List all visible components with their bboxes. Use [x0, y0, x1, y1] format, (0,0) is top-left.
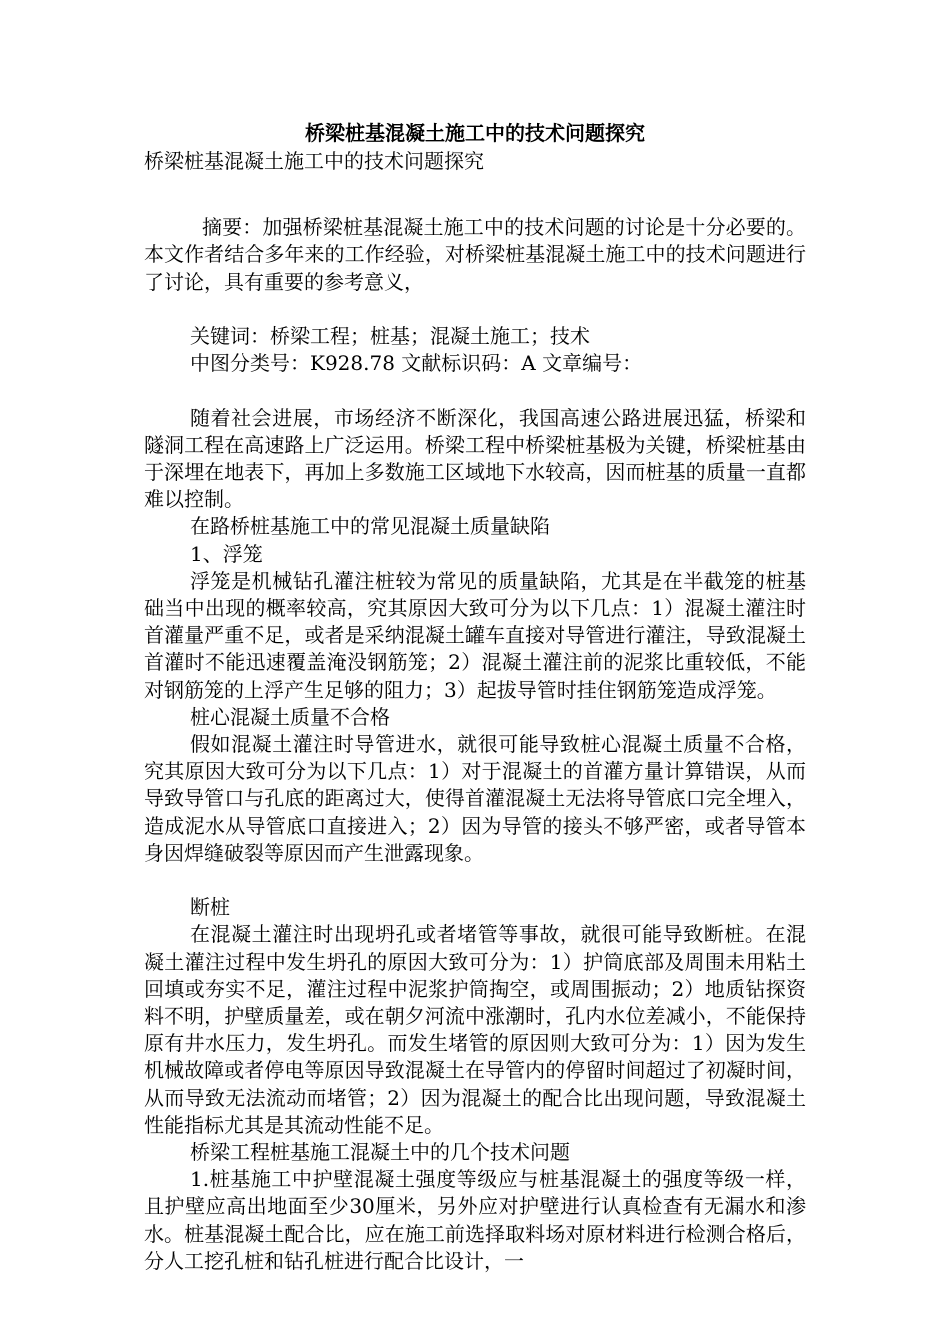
- section-heading-technical-issues: 桥梁工程桩基施工混凝土中的几个技术问题: [190, 1140, 570, 1165]
- spacer: [144, 175, 806, 214]
- keywords-line: 关键词：桥梁工程；桩基；混凝土施工；技术: [190, 324, 590, 348]
- spacer: [144, 377, 806, 404]
- abstract-paragraph: 摘要：加强桥梁桩基混凝土施工中的技术问题的讨论是十分必要的。本文作者结合多年来的工作经验，对桥梁桩基混凝土施工中的技术问题进行了讨论，具有重要的参考意义，: [144, 215, 806, 294]
- subsection-heading-core-quality: 桩心混凝土质量不合格: [190, 704, 390, 729]
- technical-item-1-paragraph: 1.桩基施工中护壁混凝土强度等级应与桩基混凝土的强度等级一样，且护壁应高出地面至少30厘米，另外应对护壁进行认真检查有无漏水和渗水。桩基混凝土配合比，应在施工前选择取料场对原材料进行检测合格后，分人工挖孔桩和钻孔桩进行配合比设计，一: [144, 1167, 806, 1273]
- document-page: [144, 118, 806, 1275]
- document-subtitle: 桥梁桩基混凝土施工中的技术问题探究: [144, 149, 484, 173]
- core-quality-paragraph: 假如混凝土灌注时导管进水，就很可能导致桩心混凝土质量不合格，究其原因大致可分为以下几点：1）对于混凝土的首灌方量计算错误，从而导致导管口与孔底的距离过大，使得首灌混凝土无法将导管底口完全埋入，造成泥水从导管底口直接进入；2）因为导管的接头不够严密，或者导管本身因焊缝破裂等原因而产生泄露现象。: [144, 732, 806, 865]
- spacer: [144, 296, 806, 323]
- intro-paragraph: 随着社会进展，市场经济不断深化，我国高速公路进展迅猛，桥梁和隧洞工程在高速路上广泛运用。桥梁工程中桥梁桩基极为关键，桥梁桩基由于深埋在地表下，再加上多数施工区域地下水较高，因而桩基的质量一直都难以控制。: [144, 405, 806, 512]
- section-heading-defects: 在路桥桩基施工中的常见混凝土质量缺陷: [190, 514, 550, 539]
- classification-line: 中图分类号：K928.78 文献标识码：A 文章编号：: [190, 351, 643, 376]
- subsection-heading-floating-cage: 1、浮笼: [190, 541, 263, 566]
- spacer: [144, 867, 806, 894]
- document-title: 桥梁桩基混凝土施工中的技术问题探究: [305, 121, 645, 145]
- floating-cage-paragraph: 浮笼是机械钻孔灌注桩较为常见的质量缺陷，尤其是在半截笼的桩基础当中出现的概率较高，究其原因大致可分为以下几点：1）混凝土灌注时首灌量严重不足，或者是采纳混凝土罐车直接对导管进行灌注，导致混凝土首灌时不能迅速覆盖淹没钢筋笼；2）混凝土灌注前的泥浆比重较低，不能对钢筋笼的上浮产生足够的阻力；3）起拔导管时挂住钢筋笼造成浮笼。: [144, 568, 806, 702]
- subsection-heading-broken-pile: 断桩: [190, 895, 230, 920]
- broken-pile-paragraph: 在混凝土灌注时出现坍孔或者堵管等事故，就很可能导致断桩。在混凝土灌注过程中发生坍孔的原因大致可分为：1）护筒底部及周围未用粘土回填或夯实不足，灌注过程中泥浆护筒掏空，或周围振动；2）地质钻探资料不明，护壁质量差，或在朝夕河流中涨潮时，孔内水位差减小，不能保持原有井水压力，发生坍孔。而发生堵管的原因则大致可分为：1）因为发生机械故障或者停电等原因导致混凝土在导管内的停留时间超过了初凝时间，从而导致无法流动而堵管；2）因为混凝土的配合比出现问题，导致混凝土性能指标尤其是其流动性能不足。: [144, 922, 806, 1137]
